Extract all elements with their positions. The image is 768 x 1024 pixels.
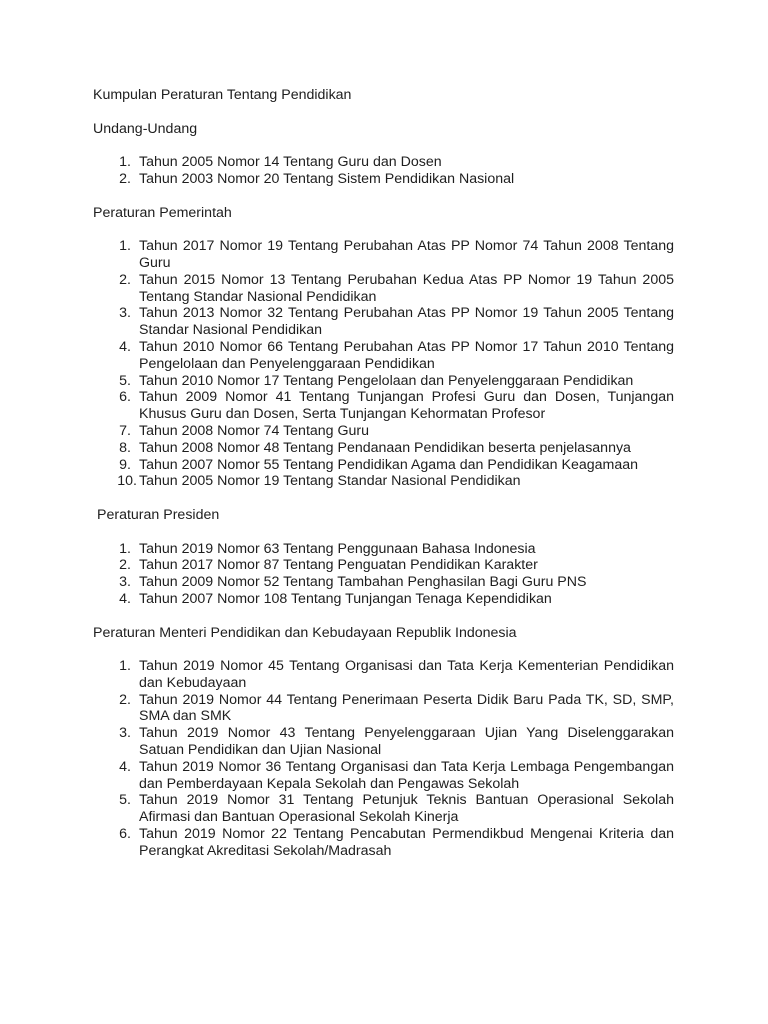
list-item [93,272,674,306]
list-number: 4 . [113,339,131,356]
list-item-text: Tahun 2017 Nomor 87 Tentang Penguatan Pendidikan Karakter [139,557,538,574]
list-item [93,171,674,188]
list-item-text: Tahun 2019 Nomor 31 Tentang Petunjuk Teknis Bantuan Operasional Sekolah Afirmasi dan Bantuan Operasional Sekolah Kinerja [139,792,674,826]
list-item [93,541,674,558]
section-heading-peraturan-presiden: Peraturan Presiden [97,506,220,523]
list-peraturan-menteri [93,658,674,860]
list-number: 6 . [113,826,131,843]
list-item-text: Tahun 2017 Nomor 19 Tentang Perubahan Atas PP Nomor 74 Tahun 2008 Tentang Guru [139,238,674,271]
list-item-text: Tahun 2019 Nomor 22 Tentang Pencabutan Permendikbud Mengenai Kriteria dan Perangkat Akreditasi Sekolah/Madrasah [139,826,674,859]
list-item-text: Tahun 2009 Nomor 52 Tentang Tambahan Penghasilan Bagi Guru PNS [139,574,587,591]
list-item-text: Tahun 2008 Nomor 74 Tentang Guru [139,422,370,439]
section-heading-peraturan-menteri: Peraturan Menteri Pendidikan dan Kebudayaan Republik Indonesia [93,624,517,641]
list-number: 3 . [113,574,131,591]
list-item [93,826,674,860]
list-item-text: Tahun 2015 Nomor 13 Tentang Perubahan Kedua Atas PP Nomor 19 Tahun 2005 Tentang Standar Nasional Pendidikan [139,271,674,305]
list-item-text: Tahun 2009 Nomor 41 Tentang Tunjangan Profesi Guru dan Dosen, Tunjangan Khusus Guru dan Dosen, Serta Tunjangan Kehormatan Profesor [139,389,674,423]
list-number: 1 . [113,154,131,171]
list-number: 8 . [113,440,131,457]
list-item-text: Tahun 2007 Nomor 55 Tentang Pendidikan Agama dan Pendidikan Keagamaan [139,456,639,473]
list-number: 2 . [113,557,131,574]
list-number: 10 . [93,473,137,490]
spacer [93,608,674,625]
list-item [93,692,674,726]
spacer [93,490,674,507]
spacer [93,188,674,205]
list-item-text: Tahun 2019 Nomor 44 Tentang Penerimaan Peserta Didik Baru Pada TK, SD, SMP, SMA dan SMK [139,691,674,725]
list-item-text: Tahun 2019 Nomor 63 Tentang Penggunaan Bahasa Indonesia [139,540,536,557]
list-item-text: Tahun 2010 Nomor 66 Tentang Perubahan Atas PP Nomor 17 Tahun 2010 Tentang Pengelolaan dan Penyelenggaraan Pendidikan [139,338,674,372]
list-number: 5 . [113,373,131,390]
spacer [93,641,674,658]
list-item [93,473,674,490]
list-item [93,238,674,272]
spacer [93,104,674,121]
list-number: 6 . [113,389,131,406]
list-number: 2 . [113,171,131,188]
list-item-text: Tahun 2013 Nomor 32 Tentang Perubahan Atas PP Nomor 19 Tahun 2005 Tentang Standar Nasional Pendidikan [139,305,674,339]
list-item [93,389,674,423]
list-number: 1 . [113,541,131,558]
list-item [93,305,674,339]
list-number: 1 . [113,658,131,675]
list-item-text: Tahun 2003 Nomor 20 Tentang Sistem Pendidikan Nasional [139,170,515,187]
spacer [93,137,674,154]
document-page [93,87,674,860]
list-number: 2 . [113,692,131,709]
list-item [93,457,674,474]
list-number: 9 . [113,457,131,474]
list-item-text: Tahun 2008 Nomor 48 Tentang Pendanaan Pendidikan beserta penjelasannya [139,439,631,456]
list-item-text: Tahun 2010 Nomor 17 Tentang Pengelolaan dan Penyelenggaraan Pendidikan [139,372,634,389]
list-number: 4 . [113,759,131,776]
list-item [93,154,674,171]
list-number: 3 . [113,305,131,322]
list-undang-undang [93,154,674,188]
list-item-text: Tahun 2019 Nomor 43 Tentang Penyelenggaraan Ujian Yang Diselenggarakan Satuan Pendidikan dan Ujian Nasional [139,725,674,759]
spacer [93,221,674,238]
list-item [93,658,674,692]
list-peraturan-pemerintah [93,238,674,490]
section-heading-peraturan-pemerintah: Peraturan Pemerintah [93,204,232,221]
document-title: Kumpulan Peraturan Tentang Pendidikan [93,87,352,103]
list-item [93,339,674,373]
list-number: 5 . [113,792,131,809]
list-item-text: Tahun 2019 Nomor 36 Tentang Organisasi dan Tata Kerja Lembaga Pengembangan dan Pemberdayaan Kepala Sekolah dan Pengawas Sekolah [139,758,674,792]
section-heading-undang-undang: Undang-Undang [93,120,198,137]
list-item [93,423,674,440]
list-item [93,725,674,759]
list-item [93,574,674,591]
list-number: 4 . [113,591,131,608]
list-number: 1 . [113,238,131,255]
spacer [93,524,674,541]
list-number: 7 . [113,423,131,440]
list-item-text: Tahun 2005 Nomor 14 Tentang Guru dan Dosen [139,154,442,171]
list-item [93,557,674,574]
list-item-text: Tahun 2019 Nomor 45 Tentang Organisasi dan Tata Kerja Kementerian Pendidikan dan Kebudayaan [139,658,674,691]
list-item-text: Tahun 2005 Nomor 19 Tentang Standar Nasional Pendidikan [139,473,521,490]
list-number: 2 . [113,272,131,289]
list-peraturan-presiden [93,541,674,608]
list-item [93,373,674,390]
list-item [93,759,674,793]
list-item [93,440,674,457]
list-item-text: Tahun 2007 Nomor 108 Tentang Tunjangan Tenaga Kependidikan [139,590,552,607]
list-number: 3 . [113,725,131,742]
list-item [93,792,674,826]
list-item [93,591,674,608]
